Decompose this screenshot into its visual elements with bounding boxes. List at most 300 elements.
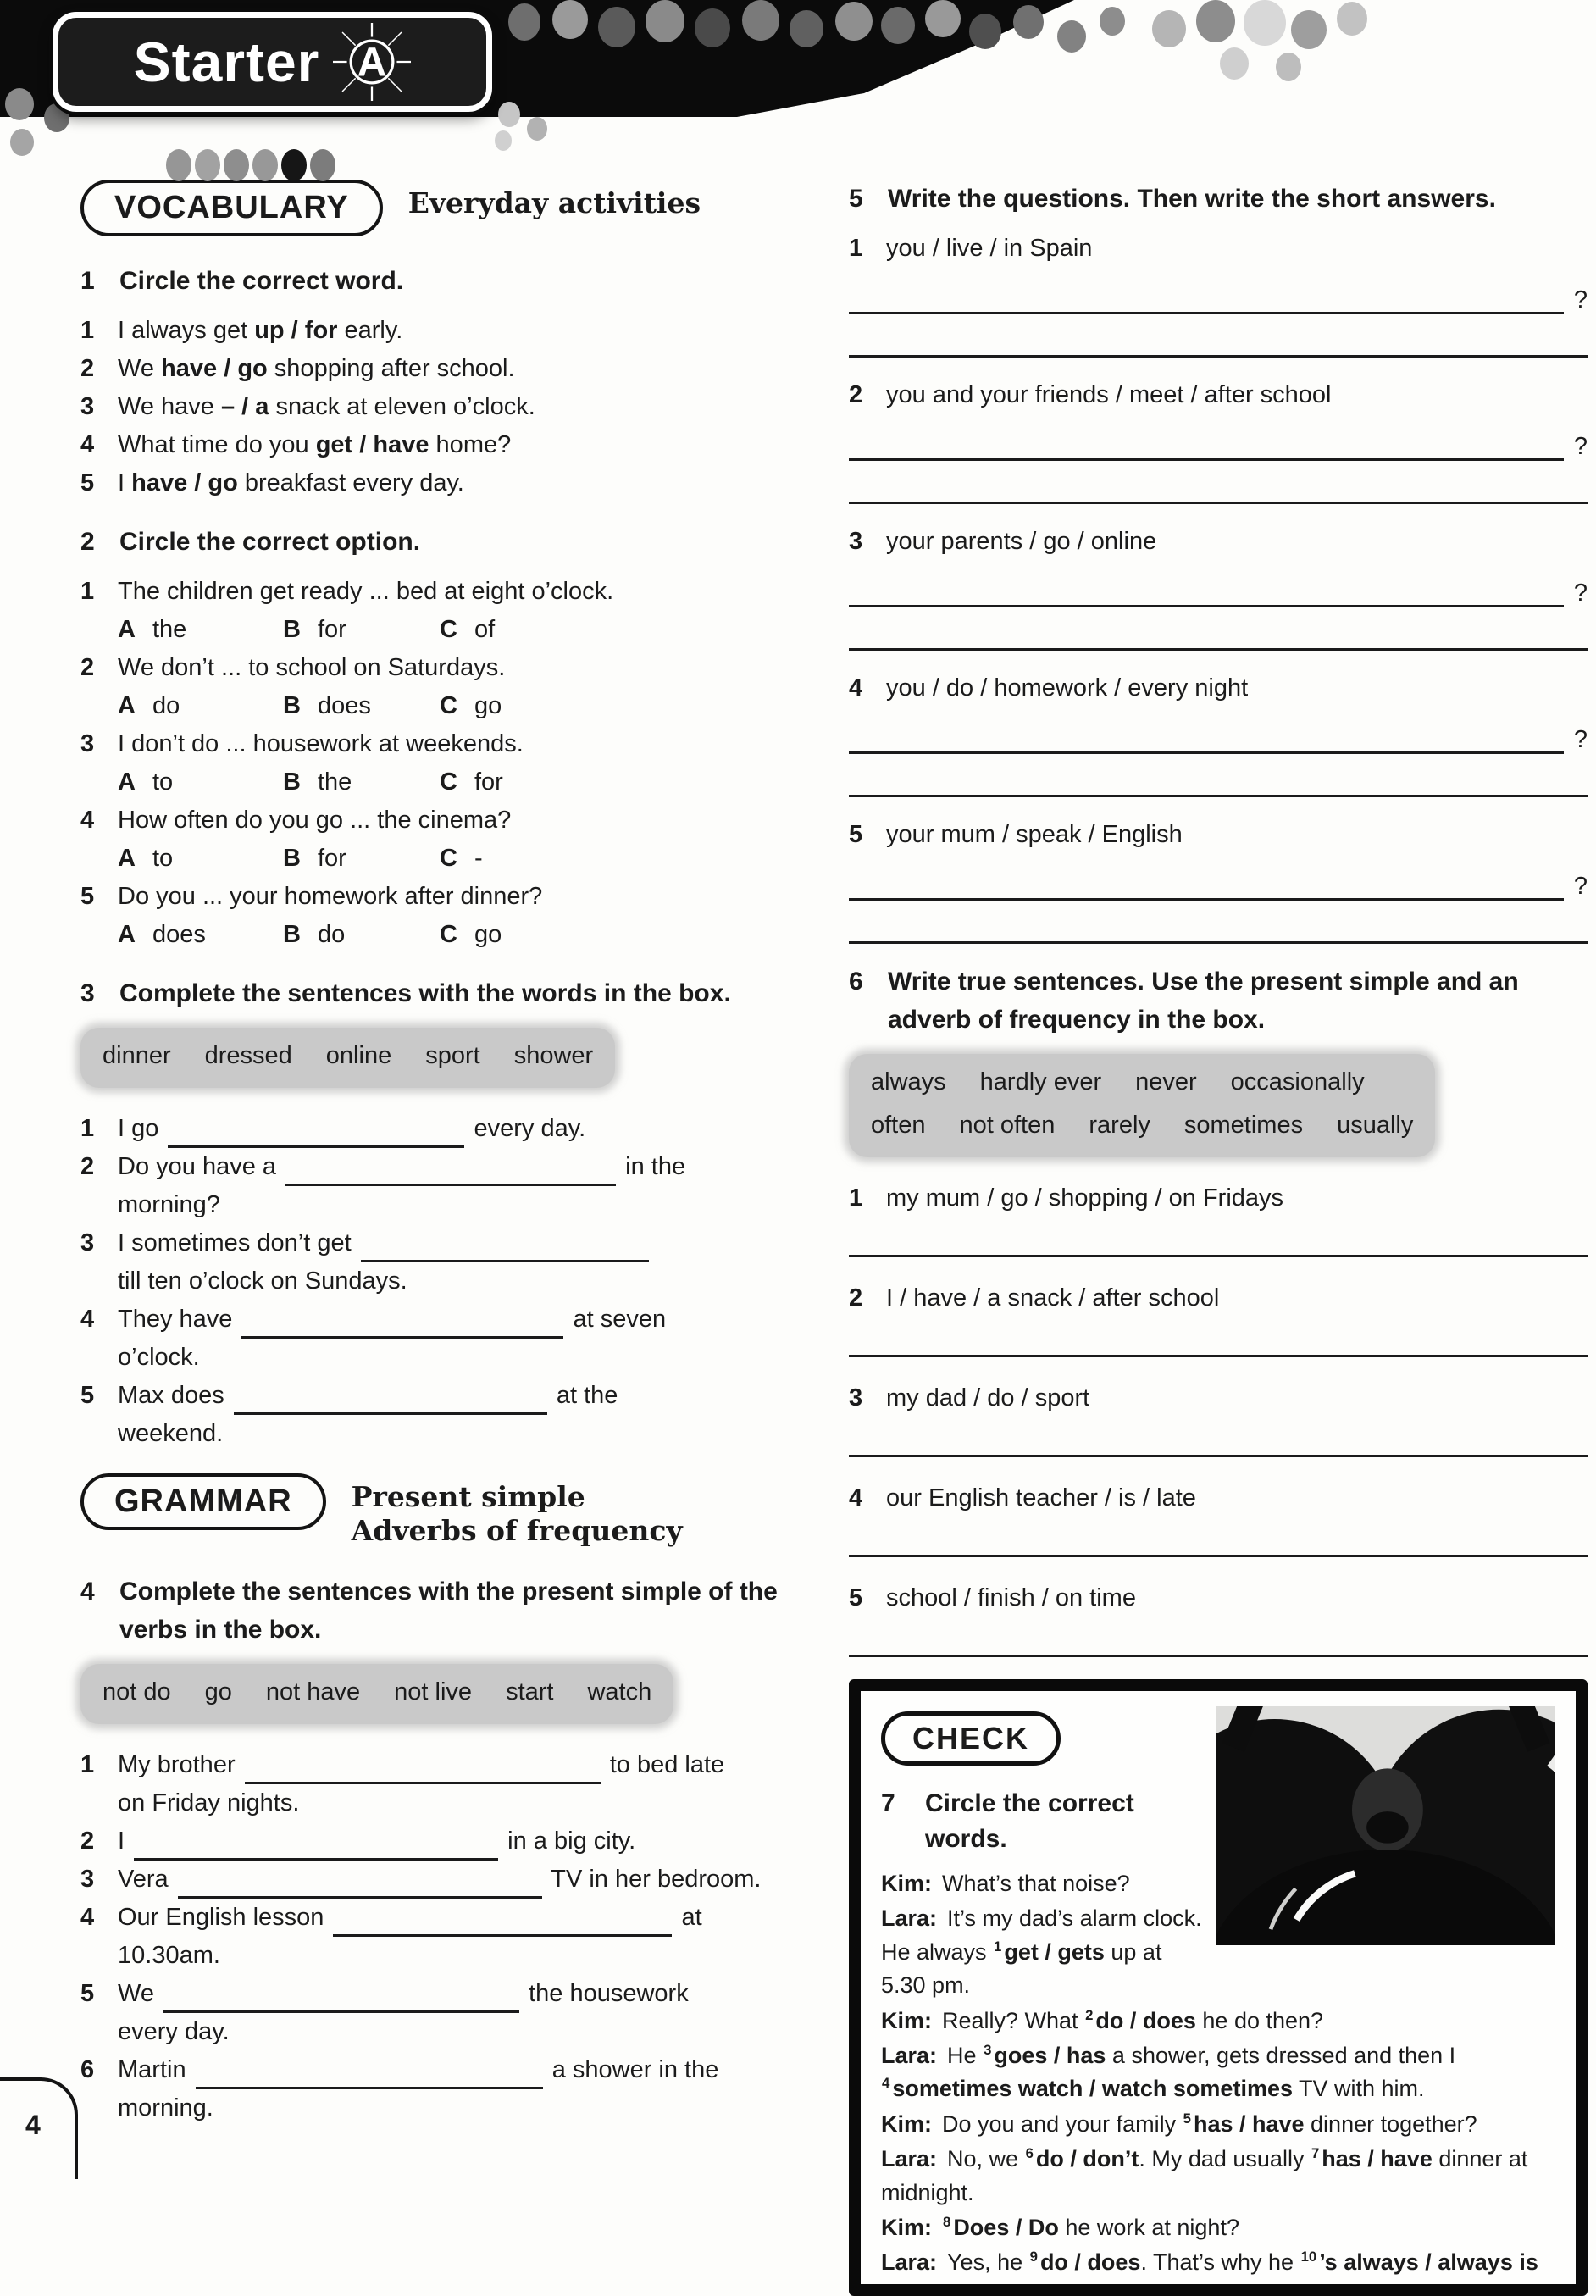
text-run: TV in her bedroom.	[544, 1866, 762, 1894]
item-text	[118, 573, 802, 649]
answer-line[interactable]	[849, 723, 1564, 754]
dialog-line	[881, 2143, 1555, 2210]
exercise-item	[849, 669, 1588, 797]
text-run: They have	[118, 1306, 240, 1333]
answer-row	[849, 1426, 1588, 1457]
speaker-name: Lara:	[881, 2249, 938, 2276]
exercise-item	[80, 1975, 802, 2051]
option-word: does	[317, 692, 371, 719]
word-box-item: sport	[425, 1042, 480, 1069]
short-answer-row	[849, 326, 1588, 358]
item-text	[118, 1110, 802, 1148]
text-run: till ten o’clock on Sundays.	[118, 1267, 407, 1295]
item-text	[118, 878, 802, 954]
question-mark: ?	[1573, 580, 1588, 607]
exercise-item	[80, 1148, 802, 1224]
word-box-item: shower	[513, 1042, 594, 1069]
exercise-item	[849, 1379, 1588, 1457]
word-box-line	[871, 1106, 1413, 1149]
item-number: 2	[80, 654, 95, 681]
text-run: morning.	[118, 2094, 213, 2122]
decor-dot	[1013, 5, 1044, 39]
answer-row	[849, 1326, 1588, 1357]
exercise-item	[80, 350, 802, 388]
text-run: home?	[429, 431, 512, 458]
text-run: in the	[618, 1153, 686, 1180]
speaker-name: Lara:	[881, 2043, 938, 2069]
short-answer-row	[849, 473, 1588, 504]
choice-number: 1	[994, 1938, 1002, 1955]
option-word: the	[152, 616, 187, 643]
choice-number: 4	[882, 2075, 890, 2092]
exercise-item	[849, 1579, 1588, 1657]
question-mark: ?	[1573, 726, 1588, 753]
answer-row	[849, 1626, 1588, 1657]
choice-number: 7	[1311, 2145, 1320, 2162]
option-letter: C	[440, 921, 457, 948]
answer-option[interactable]	[283, 763, 440, 801]
exercise-1	[80, 262, 802, 502]
item-text	[118, 464, 802, 502]
word-box-item: always	[871, 1068, 946, 1095]
item-text	[118, 1822, 802, 1861]
option-word: do	[317, 921, 346, 948]
option-letter: C	[440, 768, 457, 796]
short-answer-row	[849, 619, 1588, 651]
choice-number: 10	[1300, 2249, 1317, 2265]
option-word: go	[474, 921, 502, 948]
choice-options: get / have	[315, 431, 429, 458]
question-answer-row	[849, 283, 1588, 314]
option-row	[118, 916, 802, 954]
exercise-number: 4	[80, 1578, 95, 1606]
decor-dot	[742, 0, 779, 41]
decor-dot	[508, 3, 540, 41]
answer-blank[interactable]	[285, 1156, 616, 1186]
question-answer-row	[849, 723, 1588, 754]
item-number: 4	[80, 431, 95, 458]
item-text	[118, 388, 802, 426]
exercise-item	[849, 1179, 1588, 1257]
answer-blank[interactable]	[241, 1309, 563, 1339]
text-run: We have	[118, 393, 221, 420]
text-run: to bed late	[602, 1751, 725, 1779]
item-text	[118, 1301, 802, 1377]
answer-option[interactable]	[118, 840, 283, 878]
option-row	[118, 687, 802, 725]
decor-dot	[527, 117, 547, 141]
grammar-subtitle-line1: Present simple	[351, 1480, 585, 1513]
exercise-item	[80, 388, 802, 426]
exercise-3-heading	[80, 974, 802, 1012]
grammar-pill: GRAMMAR	[80, 1473, 326, 1530]
word-box-line	[871, 1062, 1413, 1106]
exercise-item	[849, 230, 1588, 358]
item-prompt: our English teacher / is / late	[886, 1484, 1196, 1511]
exercise-item	[849, 816, 1588, 944]
option-word: -	[474, 845, 483, 872]
answer-line[interactable]	[849, 619, 1588, 651]
answer-line[interactable]	[849, 283, 1564, 314]
item-number: 4	[849, 674, 863, 702]
text-run: breakfast every day.	[237, 469, 464, 496]
choice-number: 3	[984, 2042, 992, 2059]
exercise-item	[80, 801, 802, 878]
text-run: I	[118, 1827, 132, 1855]
decor-dot	[1337, 2, 1367, 36]
answer-option[interactable]	[440, 763, 802, 801]
text-run: at seven	[566, 1306, 667, 1333]
item-prompt: school / finish / on time	[886, 1584, 1136, 1611]
text-run: at the	[549, 1382, 618, 1409]
item-number: 3	[80, 393, 95, 420]
exercise-5	[849, 180, 1588, 944]
item-text	[118, 1224, 802, 1301]
choice-options: Does / Do	[953, 2215, 1059, 2241]
answer-line[interactable]	[849, 912, 1588, 944]
grammar-section-header	[80, 1473, 802, 1547]
exercise-3-items	[80, 1110, 802, 1453]
text-run: early.	[337, 317, 403, 344]
answer-blank[interactable]	[333, 1907, 672, 1937]
item-text	[118, 649, 802, 725]
text-run: What’s that noise?	[942, 1871, 1130, 1896]
decor-dot	[1152, 10, 1186, 47]
text-run: the housework	[522, 1980, 689, 2008]
choice-number: 2	[1085, 2006, 1094, 2023]
text-run: I sometimes don’t get	[118, 1229, 358, 1256]
exercise-item	[80, 878, 802, 954]
text-run: We	[118, 1980, 162, 2008]
exercise-item	[80, 649, 802, 725]
word-box-item: rarely	[1089, 1112, 1150, 1139]
answer-line[interactable]	[849, 326, 1588, 358]
word-box-line	[103, 1036, 593, 1079]
answer-line[interactable]	[849, 1226, 1588, 1257]
option-letter: B	[283, 616, 301, 643]
item-number: 3	[80, 1866, 95, 1894]
exercise-title: Complete the sentences with the present simple of the verbs in the box.	[119, 1578, 778, 1644]
text-run: I go	[118, 1115, 166, 1142]
option-word: of	[474, 616, 496, 643]
text-run: We	[118, 355, 162, 382]
item-number: 5	[80, 1382, 95, 1409]
decor-dot	[224, 149, 249, 181]
text-run: he work at night?	[1058, 2215, 1239, 2241]
question-answer-row	[849, 576, 1588, 607]
item-number: 1	[849, 1184, 863, 1212]
exercise-number: 2	[80, 528, 95, 556]
exercise-item	[80, 426, 802, 464]
item-number: 4	[80, 1306, 95, 1333]
item-text	[118, 350, 802, 388]
word-box-item: occasionally	[1230, 1068, 1365, 1095]
text-run: No, we	[947, 2146, 1025, 2172]
exercise-item	[80, 312, 802, 350]
text-run: snack at eleven o’clock.	[269, 393, 535, 420]
choice-options: has / have	[1193, 2110, 1305, 2137]
text-run: Martin	[118, 2056, 193, 2084]
item-text	[118, 1148, 802, 1224]
exercise-6-items	[849, 1179, 1588, 1657]
answer-blank[interactable]	[245, 1755, 601, 1784]
option-row	[118, 611, 802, 649]
answer-blank[interactable]	[234, 1385, 547, 1415]
item-number: 2	[80, 355, 95, 382]
text-run: I	[118, 469, 132, 496]
choice-options: have / go	[161, 355, 268, 382]
choice-number: 9	[1029, 2249, 1038, 2265]
exercise-item	[849, 523, 1588, 561]
item-number: 1	[849, 235, 863, 262]
question-answer-row	[849, 430, 1588, 461]
dialog-line	[881, 2005, 1555, 2038]
item-prompt: I / have / a snack / after school	[886, 1284, 1220, 1312]
word-box-item: dressed	[204, 1042, 292, 1069]
text-run: at	[674, 1904, 702, 1932]
item-text	[118, 426, 802, 464]
answer-row	[849, 1526, 1588, 1557]
exercise-number: 5	[849, 185, 863, 213]
text-run: TV with him.	[1292, 2076, 1425, 2102]
decor-dot	[1244, 0, 1286, 46]
option-word: for	[317, 616, 346, 643]
text-run: up at 5.30 pm.	[881, 1938, 1162, 1999]
option-letter: C	[440, 845, 457, 872]
exercise-item	[80, 1746, 802, 1822]
exercise-5-items	[849, 230, 1588, 944]
question-text: Do you ... your homework after dinner?	[118, 883, 543, 910]
text-run: in bed during the day!	[881, 2282, 1101, 2296]
answer-blank[interactable]	[163, 1983, 519, 2013]
answer-option[interactable]	[118, 916, 283, 954]
text-run: . My dad usually	[1139, 2146, 1311, 2172]
exercise-item	[849, 230, 1588, 268]
exercise-2-heading	[80, 523, 802, 561]
answer-line[interactable]	[849, 430, 1564, 461]
text-run: My brother	[118, 1751, 242, 1779]
option-word: for	[474, 768, 503, 796]
svg-text:A: A	[357, 40, 387, 86]
item-number: 5	[80, 1980, 95, 2008]
text-run: 10.30am.	[118, 1942, 220, 1970]
item-text	[118, 1975, 802, 2051]
item-prompt: you and your friends / meet / after school	[886, 381, 1332, 408]
decor-dot	[1291, 10, 1327, 49]
answer-option[interactable]	[118, 763, 283, 801]
answer-option[interactable]	[283, 840, 440, 878]
word-box	[849, 1054, 1435, 1157]
exercise-number: 1	[80, 267, 95, 295]
option-letter: C	[440, 692, 457, 719]
question-text: We don’t ... to school on Saturdays.	[118, 654, 506, 681]
left-column	[80, 180, 802, 2148]
text-run: . That’s why he	[1140, 2249, 1300, 2276]
item-number: 5	[849, 821, 863, 848]
decor-dot	[1057, 20, 1086, 53]
right-column	[849, 180, 1588, 2296]
answer-row	[849, 1226, 1588, 1257]
answer-blank[interactable]	[178, 1869, 542, 1899]
exercise-4	[80, 1572, 802, 2127]
option-letter: C	[440, 616, 457, 643]
item-number: 6	[80, 2056, 95, 2084]
option-word: does	[152, 921, 206, 948]
text-run: he do then?	[1195, 2007, 1324, 2033]
decor-dot	[1276, 53, 1301, 81]
answer-line[interactable]	[849, 766, 1588, 797]
decor-dot	[969, 14, 1001, 49]
option-letter: B	[283, 768, 301, 796]
dialog-line	[881, 2246, 1555, 2296]
text-run: every day.	[118, 2018, 230, 2046]
text-run: Yes, he	[947, 2249, 1029, 2276]
text-run: dinner together?	[1304, 2110, 1477, 2137]
exercise-item	[80, 725, 802, 801]
decor-dot	[5, 88, 34, 120]
item-number: 3	[80, 1229, 95, 1256]
option-word: for	[317, 845, 346, 872]
exercise-1-items	[80, 312, 802, 502]
exercise-item	[849, 1479, 1588, 1517]
exercise-item	[80, 464, 802, 502]
question-text: I don’t do ... housework at weekends.	[118, 730, 524, 757]
exercise-item	[80, 1377, 802, 1453]
speaker-name: Kim:	[881, 2007, 932, 2033]
option-word: to	[152, 768, 174, 796]
word-box-item: never	[1135, 1068, 1197, 1095]
text-run: I always get	[118, 317, 255, 344]
check-box	[849, 1679, 1588, 2296]
choice-options: do / don’t	[1035, 2146, 1139, 2172]
choice-options: get / gets	[1004, 1938, 1105, 1965]
speaker-name: Kim:	[881, 1871, 932, 1896]
speaker-name: Kim:	[881, 2215, 932, 2241]
item-number: 4	[849, 1484, 863, 1511]
item-number: 3	[849, 1384, 863, 1411]
word-box-item: not often	[959, 1112, 1056, 1139]
exercise-number: 3	[80, 979, 95, 1007]
text-run: a shower, gets dressed and then I	[1106, 2043, 1456, 2069]
text-run: shopping after school.	[267, 355, 515, 382]
option-row	[118, 840, 802, 878]
exercise-item	[80, 573, 802, 649]
choice-options: have / go	[131, 469, 238, 496]
word-box-item: not live	[394, 1678, 473, 1706]
exercise-item	[849, 1279, 1588, 1317]
option-row	[118, 763, 802, 801]
text-run: Really? What	[942, 2007, 1085, 2033]
decor-dot	[1100, 7, 1125, 36]
answer-option[interactable]	[283, 611, 440, 649]
answer-option[interactable]	[118, 611, 283, 649]
answer-option[interactable]	[440, 611, 802, 649]
item-number: 5	[849, 1584, 863, 1611]
answer-blank[interactable]	[168, 1118, 464, 1148]
item-number: 4	[80, 1904, 95, 1932]
item-number: 4	[80, 807, 95, 834]
word-box-item: hardly ever	[979, 1068, 1102, 1095]
question-mark: ?	[1573, 433, 1588, 460]
answer-line[interactable]	[849, 473, 1588, 504]
option-word: to	[152, 845, 174, 872]
word-box-item: start	[506, 1678, 554, 1706]
exercise-item	[849, 1279, 1588, 1357]
item-number: 5	[80, 469, 95, 496]
word-box-item: dinner	[103, 1042, 171, 1069]
answer-option[interactable]	[118, 687, 283, 725]
exercise-item	[80, 1822, 802, 1861]
exercise-item	[80, 2051, 802, 2127]
answer-line[interactable]	[849, 576, 1564, 607]
answer-blank[interactable]	[134, 1831, 498, 1861]
answer-option[interactable]	[283, 916, 440, 954]
exercise-number: 6	[849, 968, 863, 995]
option-word: go	[474, 692, 502, 719]
dialog-line	[881, 2211, 1555, 2244]
answer-option[interactable]	[440, 840, 802, 878]
item-number: 2	[80, 1827, 95, 1855]
option-word: the	[317, 768, 352, 796]
vocabulary-pill: VOCABULARY	[80, 180, 383, 236]
word-box	[80, 1028, 615, 1088]
answer-blank[interactable]	[196, 2060, 543, 2089]
option-letter: B	[283, 845, 301, 872]
decor-dot	[552, 0, 588, 39]
item-text	[118, 1861, 802, 1899]
answer-option[interactable]	[440, 687, 802, 725]
answer-line[interactable]	[849, 869, 1564, 901]
exercise-item	[849, 523, 1588, 651]
short-answer-row	[849, 912, 1588, 944]
item-text	[118, 1377, 802, 1453]
answer-line[interactable]	[849, 1426, 1588, 1457]
text-run: every day.	[467, 1115, 586, 1142]
vocabulary-subtitle: Everyday activities	[407, 186, 701, 219]
exercise-title: Write true sentences. Use the present simple and an adverb of frequency in the box.	[888, 968, 1519, 1034]
word-box	[80, 1664, 673, 1724]
grammar-subtitle	[352, 1480, 683, 1547]
speaker-name: Lara:	[881, 2146, 938, 2172]
answer-line[interactable]	[849, 1326, 1588, 1357]
exercise-title: Circle the correct word.	[119, 267, 404, 295]
page-number: 4	[25, 2110, 41, 2140]
decor-dot	[695, 8, 730, 47]
exercise-3	[80, 974, 802, 1453]
exercise-item	[849, 1379, 1588, 1417]
check-pill: CHECK	[881, 1711, 1061, 1766]
decor-dot	[881, 7, 915, 44]
choice-options: up / for	[254, 317, 338, 344]
answer-option[interactable]	[283, 687, 440, 725]
item-text	[118, 1899, 802, 1975]
choice-number: 5	[1183, 2110, 1191, 2127]
exercise-item	[849, 1479, 1588, 1557]
item-number: 1	[80, 578, 95, 605]
answer-line[interactable]	[849, 1626, 1588, 1657]
exercise-5-heading	[849, 180, 1588, 218]
decor-dot	[925, 0, 961, 37]
answer-line[interactable]	[849, 1526, 1588, 1557]
item-prompt: you / live / in Spain	[886, 235, 1093, 262]
option-letter: A	[118, 616, 136, 643]
item-text	[118, 1746, 802, 1822]
answer-option[interactable]	[440, 916, 802, 954]
item-text	[118, 312, 802, 350]
answer-blank[interactable]	[361, 1233, 649, 1262]
choice-options: – / a	[220, 393, 269, 420]
word-box-item: not do	[103, 1678, 171, 1706]
